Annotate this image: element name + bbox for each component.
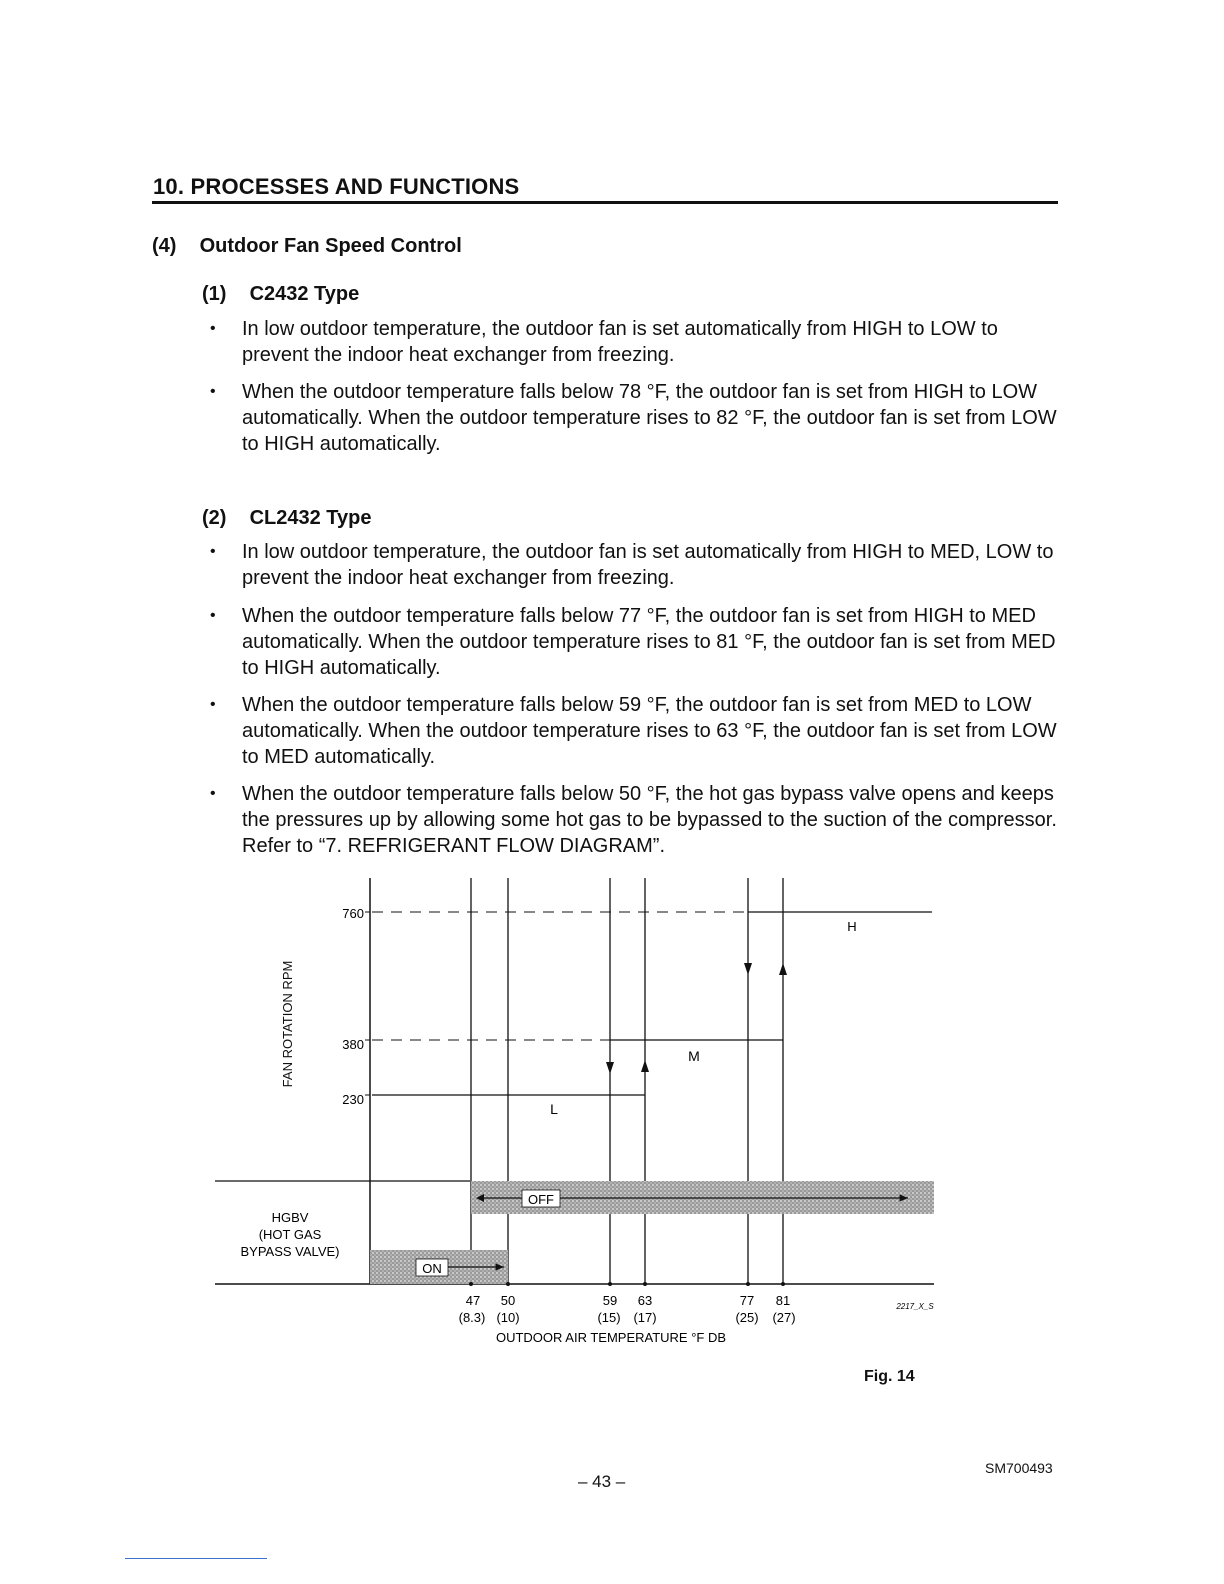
type-title: CL2432 Type	[249, 507, 372, 529]
x-tick-dot	[469, 1282, 473, 1286]
figure-label: Fig. 14	[864, 1368, 915, 1385]
x-tick-label-f: 47	[465, 1293, 481, 1308]
bullet-dot-icon: •	[210, 696, 216, 713]
y-tick-label: 760	[342, 906, 364, 921]
x-tick-dot	[643, 1282, 647, 1286]
arrow-up-63-icon	[641, 1060, 649, 1072]
type-title: C2432 Type	[249, 283, 360, 305]
hgbv-on-label: ON	[422, 1261, 442, 1276]
x-tick-label-f: 59	[602, 1293, 618, 1308]
bullet-text: When the outdoor temperature falls below 50 °F, the hot gas bypass valve opens and keeps the pressures up by allowing some hot gas to be bypassed to the suction of the compressor. Refer to “7. REFRIGERANT FLOW DIAGRAM”.	[242, 783, 1057, 857]
arrow-down-59-icon	[606, 1062, 614, 1074]
bullet-text: When the outdoor temperature falls below 77 °F, the outdoor fan is set from HIGH to MED automatically. When the outdoor temperature rises to 81 °F, the outdoor fan is set from MED to HIGH automatically.	[242, 605, 1056, 679]
hgbv-off-label: OFF	[528, 1192, 554, 1207]
figure-code: 2217_X_S	[896, 1302, 934, 1311]
y-tick-label: 380	[342, 1037, 364, 1052]
document-code: SM700493	[985, 1460, 1053, 1476]
x-tick-dot	[608, 1282, 612, 1286]
arrow-up-81-icon	[779, 963, 787, 975]
y-tick-label: 230	[342, 1092, 364, 1107]
page-number: – 43 –	[578, 1472, 626, 1491]
hgbv-label-line: HGBV	[271, 1210, 309, 1225]
bullet-dot-icon: •	[210, 320, 216, 337]
level-label-l: L	[550, 1101, 558, 1117]
level-label-m: M	[688, 1048, 700, 1064]
x-tick-label-c: (15)	[597, 1310, 621, 1325]
bullet-dot-icon: •	[210, 607, 216, 624]
bullet-text: In low outdoor temperature, the outdoor fan is set automatically from HIGH to MED, LOW to prevent the indoor heat exchanger from freezing.	[242, 541, 1054, 589]
bullet-dot-icon: •	[210, 383, 216, 400]
bullet-text: When the outdoor temperature falls below 78 °F, the outdoor fan is set from HIGH to LOW automatically. When the outdoor temperature rises to 82 °F, the outdoor fan is set from LOW to HIGH automatically.	[242, 381, 1057, 455]
subsection-number: (4)	[152, 235, 177, 257]
hgbv-label-line: (HOT GAS	[258, 1227, 322, 1242]
section-title: 10. PROCESSES AND FUNCTIONS	[153, 174, 520, 199]
x-tick-dot	[506, 1282, 510, 1286]
type-number: (1)	[202, 283, 227, 305]
x-tick-label-c: (27)	[772, 1310, 796, 1325]
x-tick-label-f: 77	[739, 1293, 755, 1308]
x-tick-label-f: 81	[775, 1293, 791, 1308]
level-label-h: H	[847, 919, 857, 934]
x-tick-label-c: (10)	[496, 1310, 520, 1325]
bullet-dot-icon: •	[210, 785, 216, 802]
bullet-dot-icon: •	[210, 543, 216, 560]
bullet-text: In low outdoor temperature, the outdoor fan is set automatically from HIGH to LOW to prevent the indoor heat exchanger from freezing.	[242, 318, 998, 366]
x-tick-label-c: (25)	[735, 1310, 759, 1325]
hgbv-label-line: BYPASS VALVE)	[240, 1244, 340, 1259]
subsection-title: Outdoor Fan Speed Control	[199, 235, 462, 257]
arrow-down-77-icon	[744, 963, 752, 975]
type-number: (2)	[202, 507, 227, 529]
x-tick-label-c: (8.3)	[458, 1310, 486, 1325]
x-axis-label: OUTDOOR AIR TEMPERATURE °F DB	[495, 1330, 727, 1345]
x-tick-label-f: 63	[637, 1293, 653, 1308]
x-tick-label-f: 50	[500, 1293, 516, 1308]
y-axis-label: FAN ROTATION RPM	[280, 960, 295, 1088]
x-tick-dot	[746, 1282, 750, 1286]
x-tick-label-c: (17)	[633, 1310, 657, 1325]
bullet-text: When the outdoor temperature falls below 59 °F, the outdoor fan is set from MED to LOW automatically. When the outdoor temperature rises to 63 °F, the outdoor fan is set from LOW to MED automatically.	[242, 694, 1057, 768]
footer-link-line	[125, 1558, 267, 1559]
x-tick-dot	[781, 1282, 785, 1286]
